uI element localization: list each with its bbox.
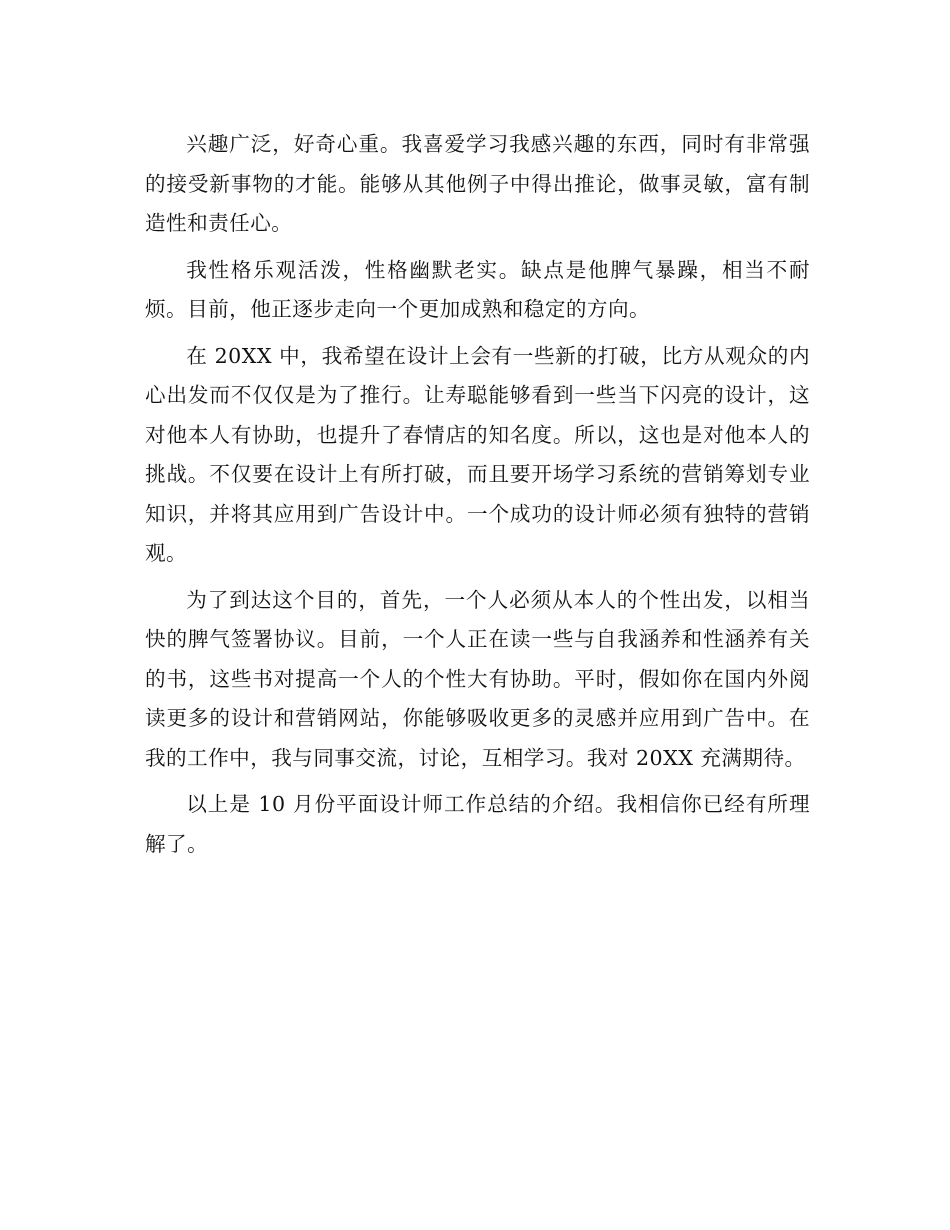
paragraph-conclusion: 以上是 10 月份平面设计师工作总结的介绍。我相信你已经有所理解了。 xyxy=(145,792,810,856)
paragraph-design-goals: 在 20XX 中，我希望在设计上会有一些新的打破，比方从观众的内心出发而不仅仅是为了推行。让寿聪能够看到一些当下闪亮的设计，这对他本人有协助，也提升了春情店的知名度。所以，这也是对他本人的挑战。不仅要在设计上有所打破，而且要开场学习系统的营销筹划专业知识，并将其应用到广告设计中。一个成功的设计师必须有独特的营销观。 xyxy=(145,343,810,565)
document-body xyxy=(145,125,810,871)
paragraph-interests: 兴趣广泛，好奇心重。我喜爱学习我感兴趣的东西，同时有非常强的接受新事物的才能。能够从其他例子中得出推论，做事灵敏，富有制造性和责任心。 xyxy=(145,132,810,235)
paragraph-personality: 我性格乐观活泼，性格幽默老实。缺点是他脾气暴躁，相当不耐烦。目前，他正逐步走向一个更加成熟和稳定的方向。 xyxy=(145,257,810,321)
paragraph-self-improvement: 为了到达这个目的，首先，一个人必须从本人的个性出发，以相当快的脾气签署协议。目前，一个人正在读一些与自我涵养和性涵养有关的书，这些书对提高一个人的个性大有协助。平时，假如你在国内外阅读更多的设计和营销网站，你能够吸收更多的灵感并应用到广告中。在我的工作中，我与同事交流，讨论，互相学习。我对 20XX 充满期待。 xyxy=(145,587,810,770)
